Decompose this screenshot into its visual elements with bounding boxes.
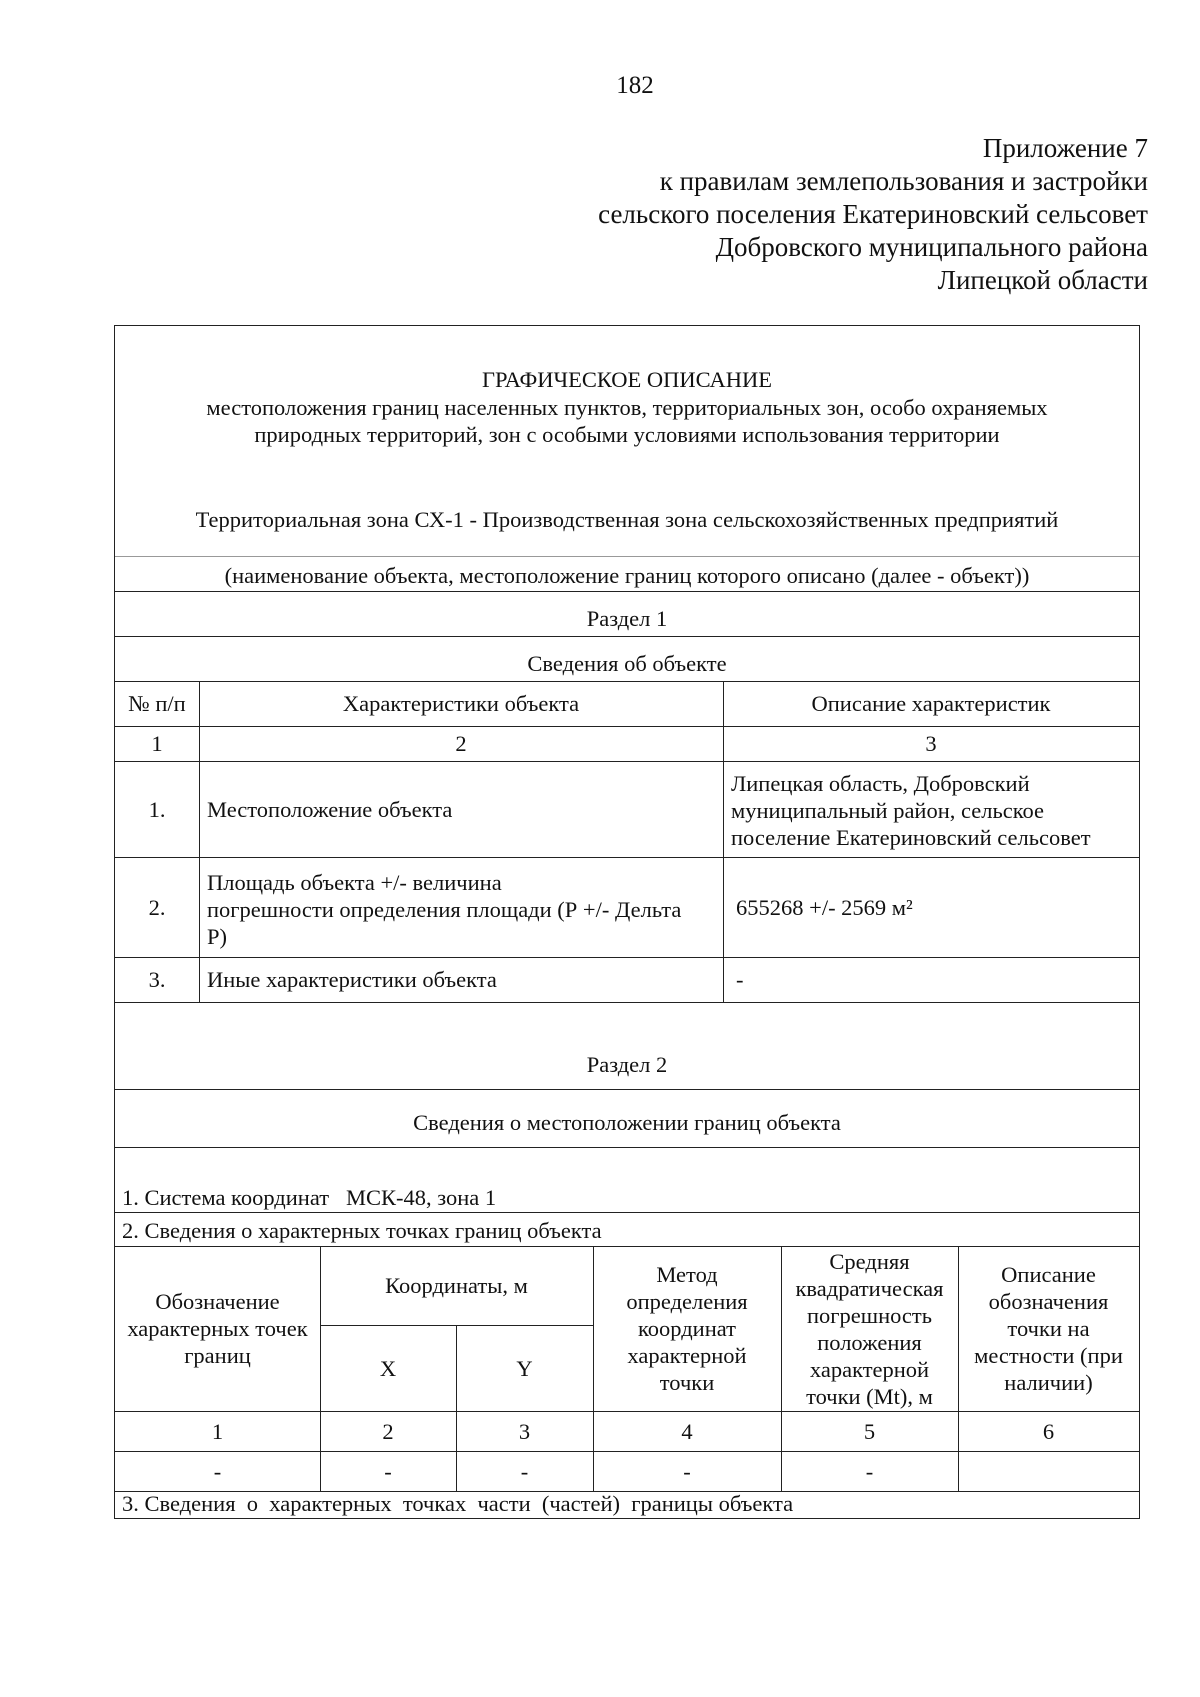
column-number: 1: [151, 731, 163, 756]
column-number: 2: [382, 1418, 394, 1444]
header-line: точки: [659, 1370, 715, 1395]
row-name-line: Р): [207, 924, 228, 949]
header-line: местности (при: [974, 1343, 1123, 1368]
column-header: Описание характеристик: [811, 691, 1051, 716]
header-line: границ: [184, 1343, 251, 1368]
header-line: Метод: [656, 1262, 718, 1287]
header-line: характерных точек: [127, 1316, 308, 1341]
appendix-line: Добровского муниципального района: [715, 232, 1148, 262]
coordinate-system-label: 1. Система координат: [122, 1185, 330, 1210]
header-line: характерной: [627, 1343, 747, 1368]
row-value: [731, 770, 1135, 851]
column-header: Характеристики объекта: [342, 691, 580, 716]
row-number: 2.: [148, 894, 166, 920]
header-line: обозначения: [988, 1289, 1109, 1314]
row-value: -: [736, 967, 744, 992]
divider: [115, 1002, 1139, 1003]
row-value: 655268 +/- 2569 м²: [736, 894, 913, 920]
appendix-header: [598, 132, 1148, 297]
divider: [115, 556, 1139, 557]
divider: [115, 636, 1139, 637]
points-title: 2. Сведения о характерных точках границ объекта: [122, 1218, 602, 1243]
header-line: положения: [817, 1329, 922, 1355]
header-line: Обозначение: [155, 1289, 280, 1314]
section2-title: Раздел 2: [586, 1052, 668, 1077]
divider: [115, 1089, 1139, 1090]
row-number: 3.: [148, 967, 166, 992]
column-number: 2: [455, 731, 467, 756]
row-value-line: муниципальный район, сельское: [731, 798, 1045, 823]
header-line: координат: [637, 1316, 736, 1341]
appendix-line: Липецкой области: [937, 265, 1148, 295]
header-line: Описание: [1001, 1262, 1096, 1287]
column-header-error: [781, 1246, 958, 1411]
appendix-line: сельского поселения Екатериновский сельсовет: [598, 199, 1148, 229]
column-number: 3: [925, 731, 937, 756]
zone-name: Территориальная зона СХ-1 - Производственная зона сельскохозяйственных предприятий: [195, 507, 1059, 532]
coordinate-system: [122, 1184, 1132, 1211]
header-line: точки (Mt), м: [806, 1383, 933, 1409]
graphic-description-form: [114, 325, 1140, 1519]
column-number: 3: [518, 1418, 531, 1444]
row-value-line: поселение Екатериновский сельсовет: [731, 825, 1091, 850]
section1-title: Раздел 1: [586, 606, 668, 631]
header-line: квадратическая: [795, 1275, 944, 1301]
form-subtitle: природных территорий, зон с особыми условиями использования территории: [254, 422, 1000, 447]
column-header-coordinates: Координаты, м: [385, 1273, 528, 1298]
divider: [115, 1212, 1139, 1213]
appendix-line: к правилам землепользования и застройки: [659, 166, 1148, 196]
column-number: 4: [681, 1418, 693, 1444]
column-number: 5: [863, 1418, 876, 1444]
coordinate-system-value: МСК-48, зона 1: [345, 1185, 497, 1210]
form-title: ГРАФИЧЕСКОЕ ОПИСАНИЕ: [481, 367, 773, 392]
row-value-line: Липецкая область, Добровский: [731, 771, 1030, 796]
header-line: точки на: [1007, 1316, 1090, 1341]
parts-title: 3. Сведения о характерных точках части (частей) границы объекта: [122, 1491, 794, 1516]
divider: [115, 1147, 1139, 1148]
zone-caption: (наименование объекта, местоположение границ которого описано (далее - объект)): [224, 563, 1030, 588]
divider: [115, 591, 1139, 592]
column-header-designation: [115, 1246, 320, 1411]
page-number: 182: [616, 72, 654, 99]
table-cell: -: [213, 1458, 222, 1484]
row-name: Местоположение объекта: [207, 796, 453, 822]
form-subtitle: местоположения границ населенных пунктов, территориальных зон, особо охраняемых: [206, 395, 1048, 420]
row-name-line: погрешности определения площади (Р +/- Дельта: [207, 897, 682, 922]
column-header-x: X: [379, 1355, 397, 1381]
column-number: 6: [1042, 1418, 1055, 1444]
table-cell: -: [865, 1458, 874, 1484]
row-name: [207, 869, 719, 950]
header-line: характерной: [809, 1356, 930, 1382]
section2-subtitle: Сведения о местоположении границ объекта: [413, 1110, 841, 1135]
table-cell: [958, 1451, 1139, 1491]
row-number: 1.: [148, 796, 166, 822]
row-name: Иные характеристики объекта: [207, 967, 497, 992]
column-header-method: [593, 1246, 781, 1411]
header-line: погрешность: [806, 1302, 932, 1328]
column-number: 1: [211, 1418, 224, 1444]
table-cell: -: [384, 1458, 392, 1484]
header-line: Средняя: [829, 1248, 910, 1274]
header-line: определения: [626, 1289, 748, 1314]
appendix-line: Приложение 7: [982, 133, 1148, 163]
row-name-line: Площадь объекта +/- величина: [207, 870, 502, 895]
column-header: № п/п: [128, 691, 186, 716]
column-header-description: [958, 1246, 1139, 1411]
column-header-y: Y: [516, 1355, 533, 1381]
table-cell: -: [683, 1458, 691, 1484]
section1-subtitle: Сведения об объекте: [527, 651, 727, 676]
header-line: наличии): [1004, 1370, 1093, 1395]
table-cell: -: [520, 1458, 529, 1484]
